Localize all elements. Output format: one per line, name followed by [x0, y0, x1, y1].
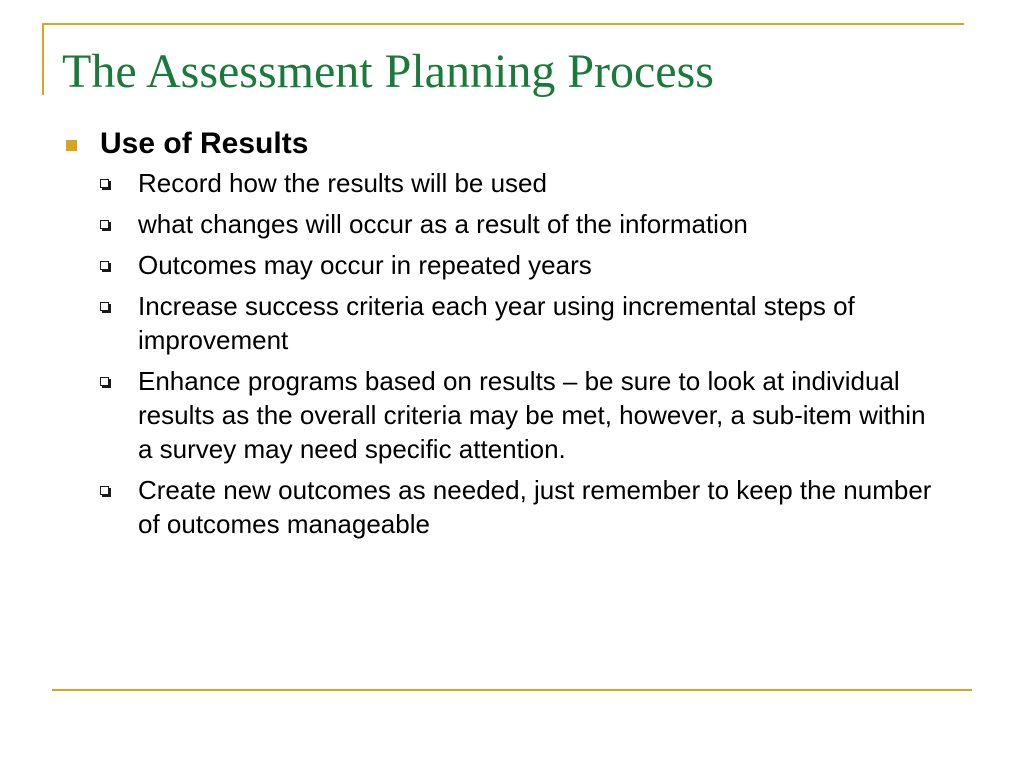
- bullet-heading-text: Use of Results: [100, 127, 309, 160]
- top-border-line: [42, 23, 964, 25]
- hollow-square-bullet-icon: [100, 261, 109, 270]
- sub-bullet-item: [62, 166, 938, 200]
- left-border-line: [42, 23, 44, 95]
- slide-body: [62, 124, 962, 548]
- hollow-square-bullet-icon: [100, 220, 109, 229]
- sub-bullet-text: what changes will occur as a result of the information: [138, 209, 748, 239]
- hollow-square-bullet-icon: [100, 486, 109, 495]
- hollow-square-bullet-icon: [100, 179, 109, 188]
- sub-bullet-list: [62, 166, 962, 541]
- sub-bullet-item: [62, 289, 938, 357]
- square-bullet-icon: [66, 140, 77, 151]
- bullet-use-of-results: [62, 124, 962, 164]
- hollow-square-bullet-icon: [100, 302, 109, 311]
- sub-bullet-text: Outcomes may occur in repeated years: [138, 250, 592, 280]
- sub-bullet-text: Enhance programs based on results – be sure to look at individual results as the overall criteria may be met, however, a sub-item within a survey may need specific attention.: [138, 366, 926, 464]
- sub-bullet-text: Record how the results will be used: [138, 168, 547, 198]
- sub-bullet-item: [62, 207, 938, 241]
- sub-bullet-item: [62, 248, 938, 282]
- sub-bullet-item: [62, 473, 938, 541]
- slide-title: The Assessment Planning Process: [62, 45, 714, 98]
- bottom-border-line: [52, 689, 972, 691]
- sub-bullet-text: Create new outcomes as needed, just remember to keep the number of outcomes manageable: [138, 475, 932, 539]
- sub-bullet-text: Increase success criteria each year using incremental steps of improvement: [138, 291, 855, 355]
- hollow-square-bullet-icon: [100, 377, 109, 386]
- sub-bullet-item: [62, 364, 938, 466]
